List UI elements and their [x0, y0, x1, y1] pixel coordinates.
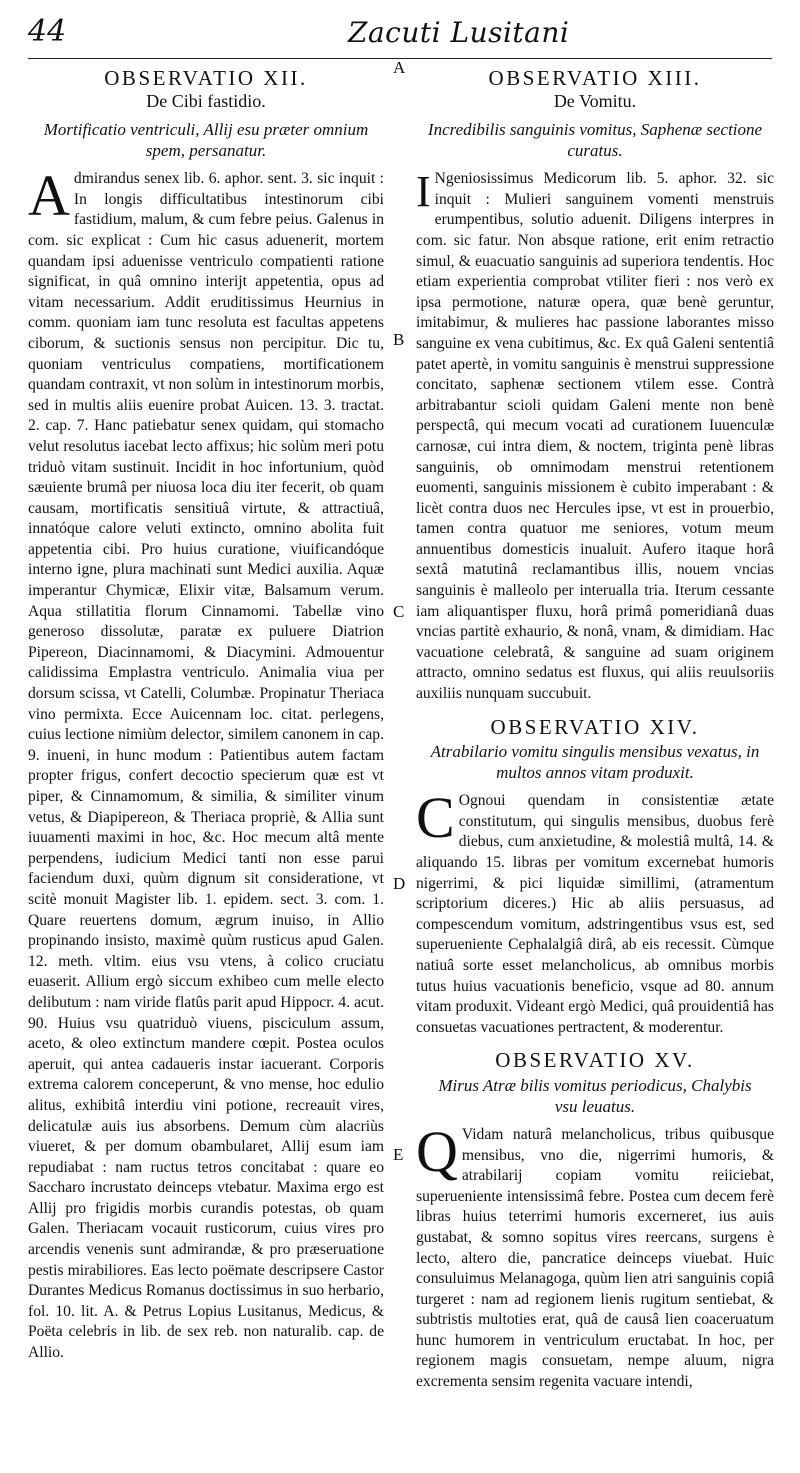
observation-15-body: [416, 1118, 774, 1393]
observation-15-text: Vidam naturâ melancholicus, tribus quibusque mensibus, vno die, nigerrimi humoris, & atrabilarij copiam vomitu reiiciebat, superueniente intensissimâ febre. Postea cum decem ferè libras huius teterrimi humoris excerneret, ius auis gustabat, & somno sopitus vires reercans, surgens è lecto, altero die, pancratice deinceps viuebat. Huic consuluimus Melanagoga, quùm lien atri sanguinis copiâ turgeret : nam ad regionem lienis rugitum sentiebat, & subtristis multoties erat, quâ de causâ lien coaceruatum hunc humorem in ventriculum eructabat. In hoc, per regionem magis consuetam, nempe aluum, nigra excrementa sensim regenita vacuare intendi,: [416, 1125, 774, 1391]
observation-13-subtitle: De Vomitu.: [553, 90, 637, 111]
observation-15-summary: Mirus Atræ bilis vomitus periodicus, Chalybis vsu leuatus.: [438, 1075, 752, 1116]
observation-12-title: OBSERVATIO XII.: [104, 66, 308, 90]
observation-14-text: Ognoui quendam in consistentiæ ætate constitutum, qui singulis mensibus, duobus ferè diebus, cum anxietudine, & molestiâ multâ, 14. & aliquando 15. libras per vomitum excernebat humoris nigerrimi, & pici liquidæ simillimi, (atramentum scriptorium diceres.) Hic ab aliis persuasus, ad compescendum vomitum, adstringentibus vsus est, sed superueniente Cephalalgiâ dirâ, ab eis recessit. Cùmque natiuâ sorte esset melancholicus, ab omnibus morbis tutus huius vacuationis beneficio, vsque ad 80. annum vitam produxit. Videant ergò Medici, quâ prouidentiâ has consuetas vacuationes pertractent, & moderentur.: [416, 792, 774, 1036]
page-number: 44: [28, 14, 67, 49]
running-header: [28, 14, 772, 54]
dropcap: Q: [416, 1118, 458, 1184]
observation-12-subtitle: De Cibi fastidio.: [146, 90, 266, 111]
margin-letter-b: B: [393, 330, 405, 349]
observation-13-text: Ngeniosissimus Medicorum lib. 5. aphor. 32. sic inquit : Mulieri sanguinem vomenti menstruis erumpentibus, solutio aduenit. Diligens interpres in com. sic fatur. Non absque ratione, erit enim retractio simul, & euacuatio sanguinis ad superiora tendentis. Hoc etiam experientia comprobat vtiliter fieri : nos verò ex ipsa permotione, naturæ opera, quæ benè geruntur, imitabimur, & mulieres hac passione laborantes misso sanguine ex vena cubitimus, &c. Ex quâ Galeni sententiâ patet apertè, in vomitu sanguinis è menstrui suppressione concitato, saphenæ sectionem vtilem esse. Contrà arbitrabantur scioli quidam Galeni mente non benè perspectâ, qui mecum vocati ad curationem Iuuenculæ carnosæ, cui intra diem, & noctem, triginta penè libras sanguinis, ob omnimodam menstrui retentionem euomenti, sanguinis missionem è cubito imperabant : & licèt contra duos nec Hercules ipse, vt est in prouerbio, tamen contra quatuor me seniores, votum meum annuentibus domesticis inualuit. Aufero itaque horâ sextâ matutinâ reclamantibus illis, nouem vncias sanguinis è malleolo per interualla tria. Iterum cessante iam aliquantisper fluxu, horâ primâ pomeridianâ duas vncias partitè exhaurio, & nonâ, vnam, & dimidiam. Hac vacuatione celebratâ, & sanguine ad suam originem attracto, omnino sedatus est fluxus, qui aliis reuulsoriis auxiliis nunquam succubuit.: [416, 170, 774, 703]
observation-14-title: OBSERVATIO XIV.: [490, 714, 700, 739]
dropcap: C: [416, 785, 455, 851]
dropcap: I: [416, 167, 431, 217]
margin-letter-a: A: [393, 58, 406, 77]
margin-letter-e: E: [393, 1145, 404, 1164]
observation-15-title: OBSERVATIO XV.: [495, 1048, 695, 1073]
running-title: Zacuti Lusitani: [348, 16, 570, 49]
observation-13-title: OBSERVATIO XIII.: [488, 66, 702, 90]
margin-letter-d: D: [393, 874, 406, 893]
observation-12-body: [28, 163, 384, 1363]
right-column: [416, 62, 774, 1393]
observation-12-text: dmirandus senex lib. 6. aphor. sent. 3. sic inquit : In longis difficultatibus intestinorum cibi fastidium, malum, & cum febre peius. Galenus in com. sic explicat : Cum hic casus aduenerit, mortem quandam ipsi aduenisse ventriculo compatienti ratione significat, in quâ omnino interijt appetentia, opus ad vitam necessarium. Addit eruditissimus Heurnius in comm. quoniam iam tunc resoluta est facultas appetens ciborum, & suctionis sensus non percipitur. Dic tu, quoniam ventriculus compatiens, mortificationem quandam contraxit, vt non solùm in intestinorum morbis, sed in multis aliis euenire probat Auicen. 13. 3. tractat. 2. cap. 7. Hanc patiebatur senex quidam, qui stomacho velut resolutus iacebat lecto affixus; hic solùm meri potu triduò vitam sustinuit. Incidit in hoc infortunium, quòd sæuiente brumâ per niuosa loca diu iter fecerit, ob quam causam, mortificatis sensitiuâ virtute, & attractiuâ, innatóque calore veluti extincto, omnino abolita fuit appetentia cibi. Pro huius curatione, viuificandóque interno igne, plura machinati sunt Medici auxilia. Aquæ imperantur Chymicæ, Elixir vitæ, Balsamum verum. Aqua stillatitia florum Cinnamomi. Tabellæ vino generoso dissolutæ, paratæ ex puluere Diatrion Pipereon, Diacinnamomi, & Diacymini. Admouentur calidissima Emplastra ventriculo. Animalia viua per dorsum scissa, vt Catelli, Columbæ. Propinatur Theriaca vino permixta. Ecce Auicennam loc. citat. perlegens, cuius lectione nimiùm delector, similem canonem in cap. 9. inueni, in hunc modum : Patientibus autem factam propter frigus, confert decoctio specierum quæ est vt piper, & Cinnamomum, & similia, & similiter vinum vetus, & Diapipereon, & Theriaca propriè, & Allia sunt iuuamenti maximi in hoc, &c. Hoc mecum altâ mente perpendens, iudicium Medici tanti non esse parui faciendum duxi, quùm dignum sit consideratione, vt scitè monuit Magister lib. 1. epidem. sect. 3. com. 1. Quare reuertens domum, ægrum inuiso, in Allio propinando insisto, maximè quùm rusticus apud Galen. 12. meth. vltim. eius vsu vtens, à colico cruciatu euaserit. Allium ergò siccum exhibeo cum melle electo delibutum : nam viride flatûs parit apud Hippocr. 4. acut. 90. Huius vsu quatriduò viuens, pisciculum assum, aceto, & oleo extinctum mandere cœpit. Postea oculos aperuit, qui antea cadaueris instar iacuerant. Corporis extrema calorem conceperunt, & vno mense, hoc edulio alitus, exhibitâ interdiu vini potione, recreauit vires, delicatulæ auis ius absorbens. Demum cùm alacriùs viueret, & per domum obambularet, Allij esum iam repudiabat : nam ructus tetros concitabat : quare eo Saccharo incrustato deinceps vtebatur. Maxima ergo est Allij pro frigidis morbis curandis potestas, ob quam Galen. Theriacam vocauit rusticorum, cuius vires pro arcendis venenis sunt admirandæ, & pro præseruatione pestis mirabiliores. Eas lecto poëmate descripsere Castor Durantes Medicus Romanus doctissimus in suo herbario, fol. 10. lit. A. & Petrus Lopius Lusitanus, Medicus, & Poëta celebris in lib. de sex reb. non naturalib. cap. de Allio.: [28, 170, 384, 1362]
left-column: [28, 62, 384, 1364]
observation-14-summary: Atrabilario vomitu singulis mensibus vexatus, in multos annos vitam produxit.: [430, 742, 760, 783]
margin-letter-c: C: [393, 602, 405, 621]
observation-13-summary: Incredibilis sanguinis vomitus, Saphenæ sectione curatus.: [427, 120, 763, 161]
observation-14-body: [416, 785, 774, 1038]
dropcap: A: [28, 163, 70, 229]
observation-12-summary: Mortificatio ventriculi, Allij esu præter omnium spem, persanatur.: [43, 120, 369, 161]
observation-13-body: [416, 169, 774, 704]
